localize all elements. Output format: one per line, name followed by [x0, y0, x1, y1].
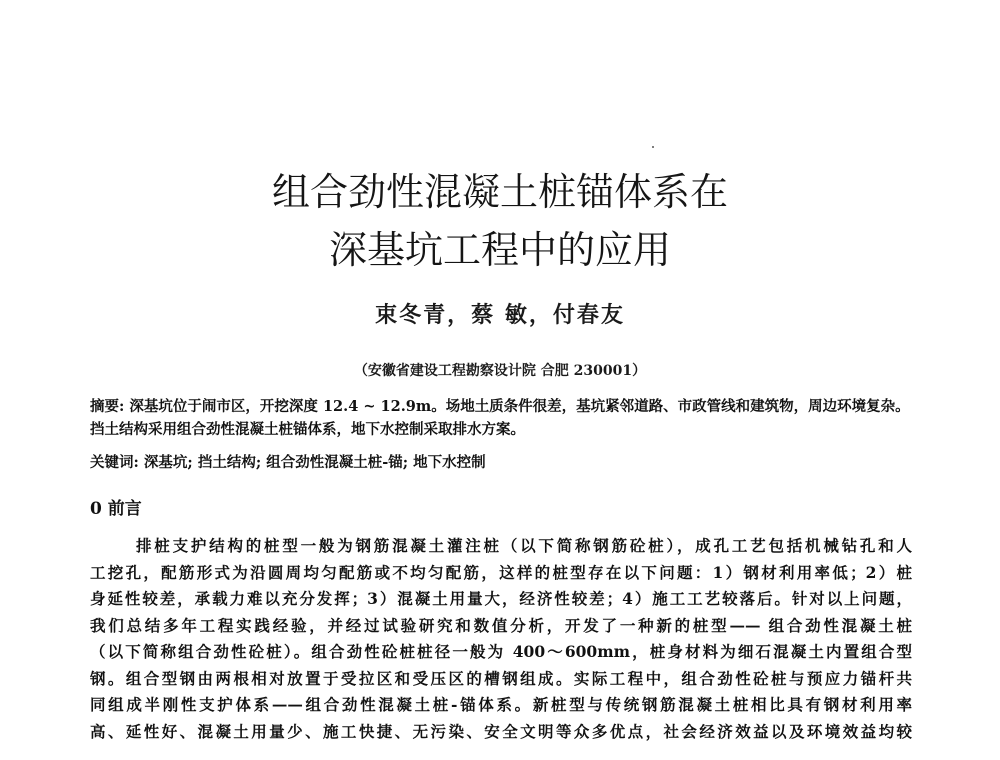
- body-line: （以下简称组合劲性砼桩）。组合劲性砼桩桩径一般为 400～600mm，桩身材料为细石混凝土内置组合型: [90, 642, 912, 661]
- abstract-label: 摘要:: [90, 398, 125, 415]
- keywords-text: 深基坑; 挡土结构; 组合劲性混凝土桩-锚; 地下水控制: [143, 454, 486, 471]
- abstract: [90, 395, 910, 441]
- section-heading: 0 前言: [90, 499, 142, 519]
- body-line: 高、延性好、混凝土用量少、施工快捷、无污染、安全文明等众多优点，社会经济效益以及环境效益均较: [90, 721, 912, 741]
- keywords-label: 关键词:: [90, 454, 139, 471]
- body-line: 同组成半刚性支护体系——组合劲性混凝土桩-锚体系。新桩型与传统钢筋混凝土桩相比具有钢材利用率: [90, 695, 912, 714]
- body-line: 工挖孔，配筋形式为沿圆周均匀配筋或不均匀配筋，这样的桩型存在以下问题：1）钢材利用率低；2）桩: [90, 562, 912, 582]
- title-line-1: 组合劲性混凝土桩锚体系在: [271, 170, 728, 214]
- keywords: [90, 451, 910, 474]
- body-line: 排桩支护结构的桩型一般为钢筋混凝土灌注桩（以下简称钢筋砼桩），成孔工艺包括机械钻孔和人: [136, 536, 912, 555]
- body-line: 我们总结多年工程实践经验，并经过试验研究和数值分析，开发了一种新的桩型—— 组合劲性混凝土桩: [90, 615, 912, 635]
- body-line: 钢。组合型钢由两根相对放置于受拉区和受压区的槽钢组成。实际工程中，组合劲性砼桩与预应力锚杆共: [90, 668, 912, 688]
- affiliation: （安徽省建设工程勘察设计院 合肥 230001）: [353, 363, 647, 379]
- body-line: 身延性较差，承载力难以充分发挥；3）混凝土用量大，经济性较差；4）施工工艺较落后。针对以上问题，: [90, 589, 912, 608]
- title-line-2: 深基坑工程中的应用: [328, 228, 671, 272]
- abstract-text: 深基坑位于闹市区，开挖深度 12.4 ~ 12.9m。场地土质条件很差，基坑紧邻道路、市政管线和建筑物，周边环境复杂。挡土结构采用组合劲性混凝土桩锚体系，地下水控制采取排水方案。: [90, 398, 910, 438]
- authors: 束冬青，蔡 敏，付春友: [375, 302, 625, 328]
- scan-speck: [652, 146, 654, 148]
- body-paragraph: [90, 533, 912, 745]
